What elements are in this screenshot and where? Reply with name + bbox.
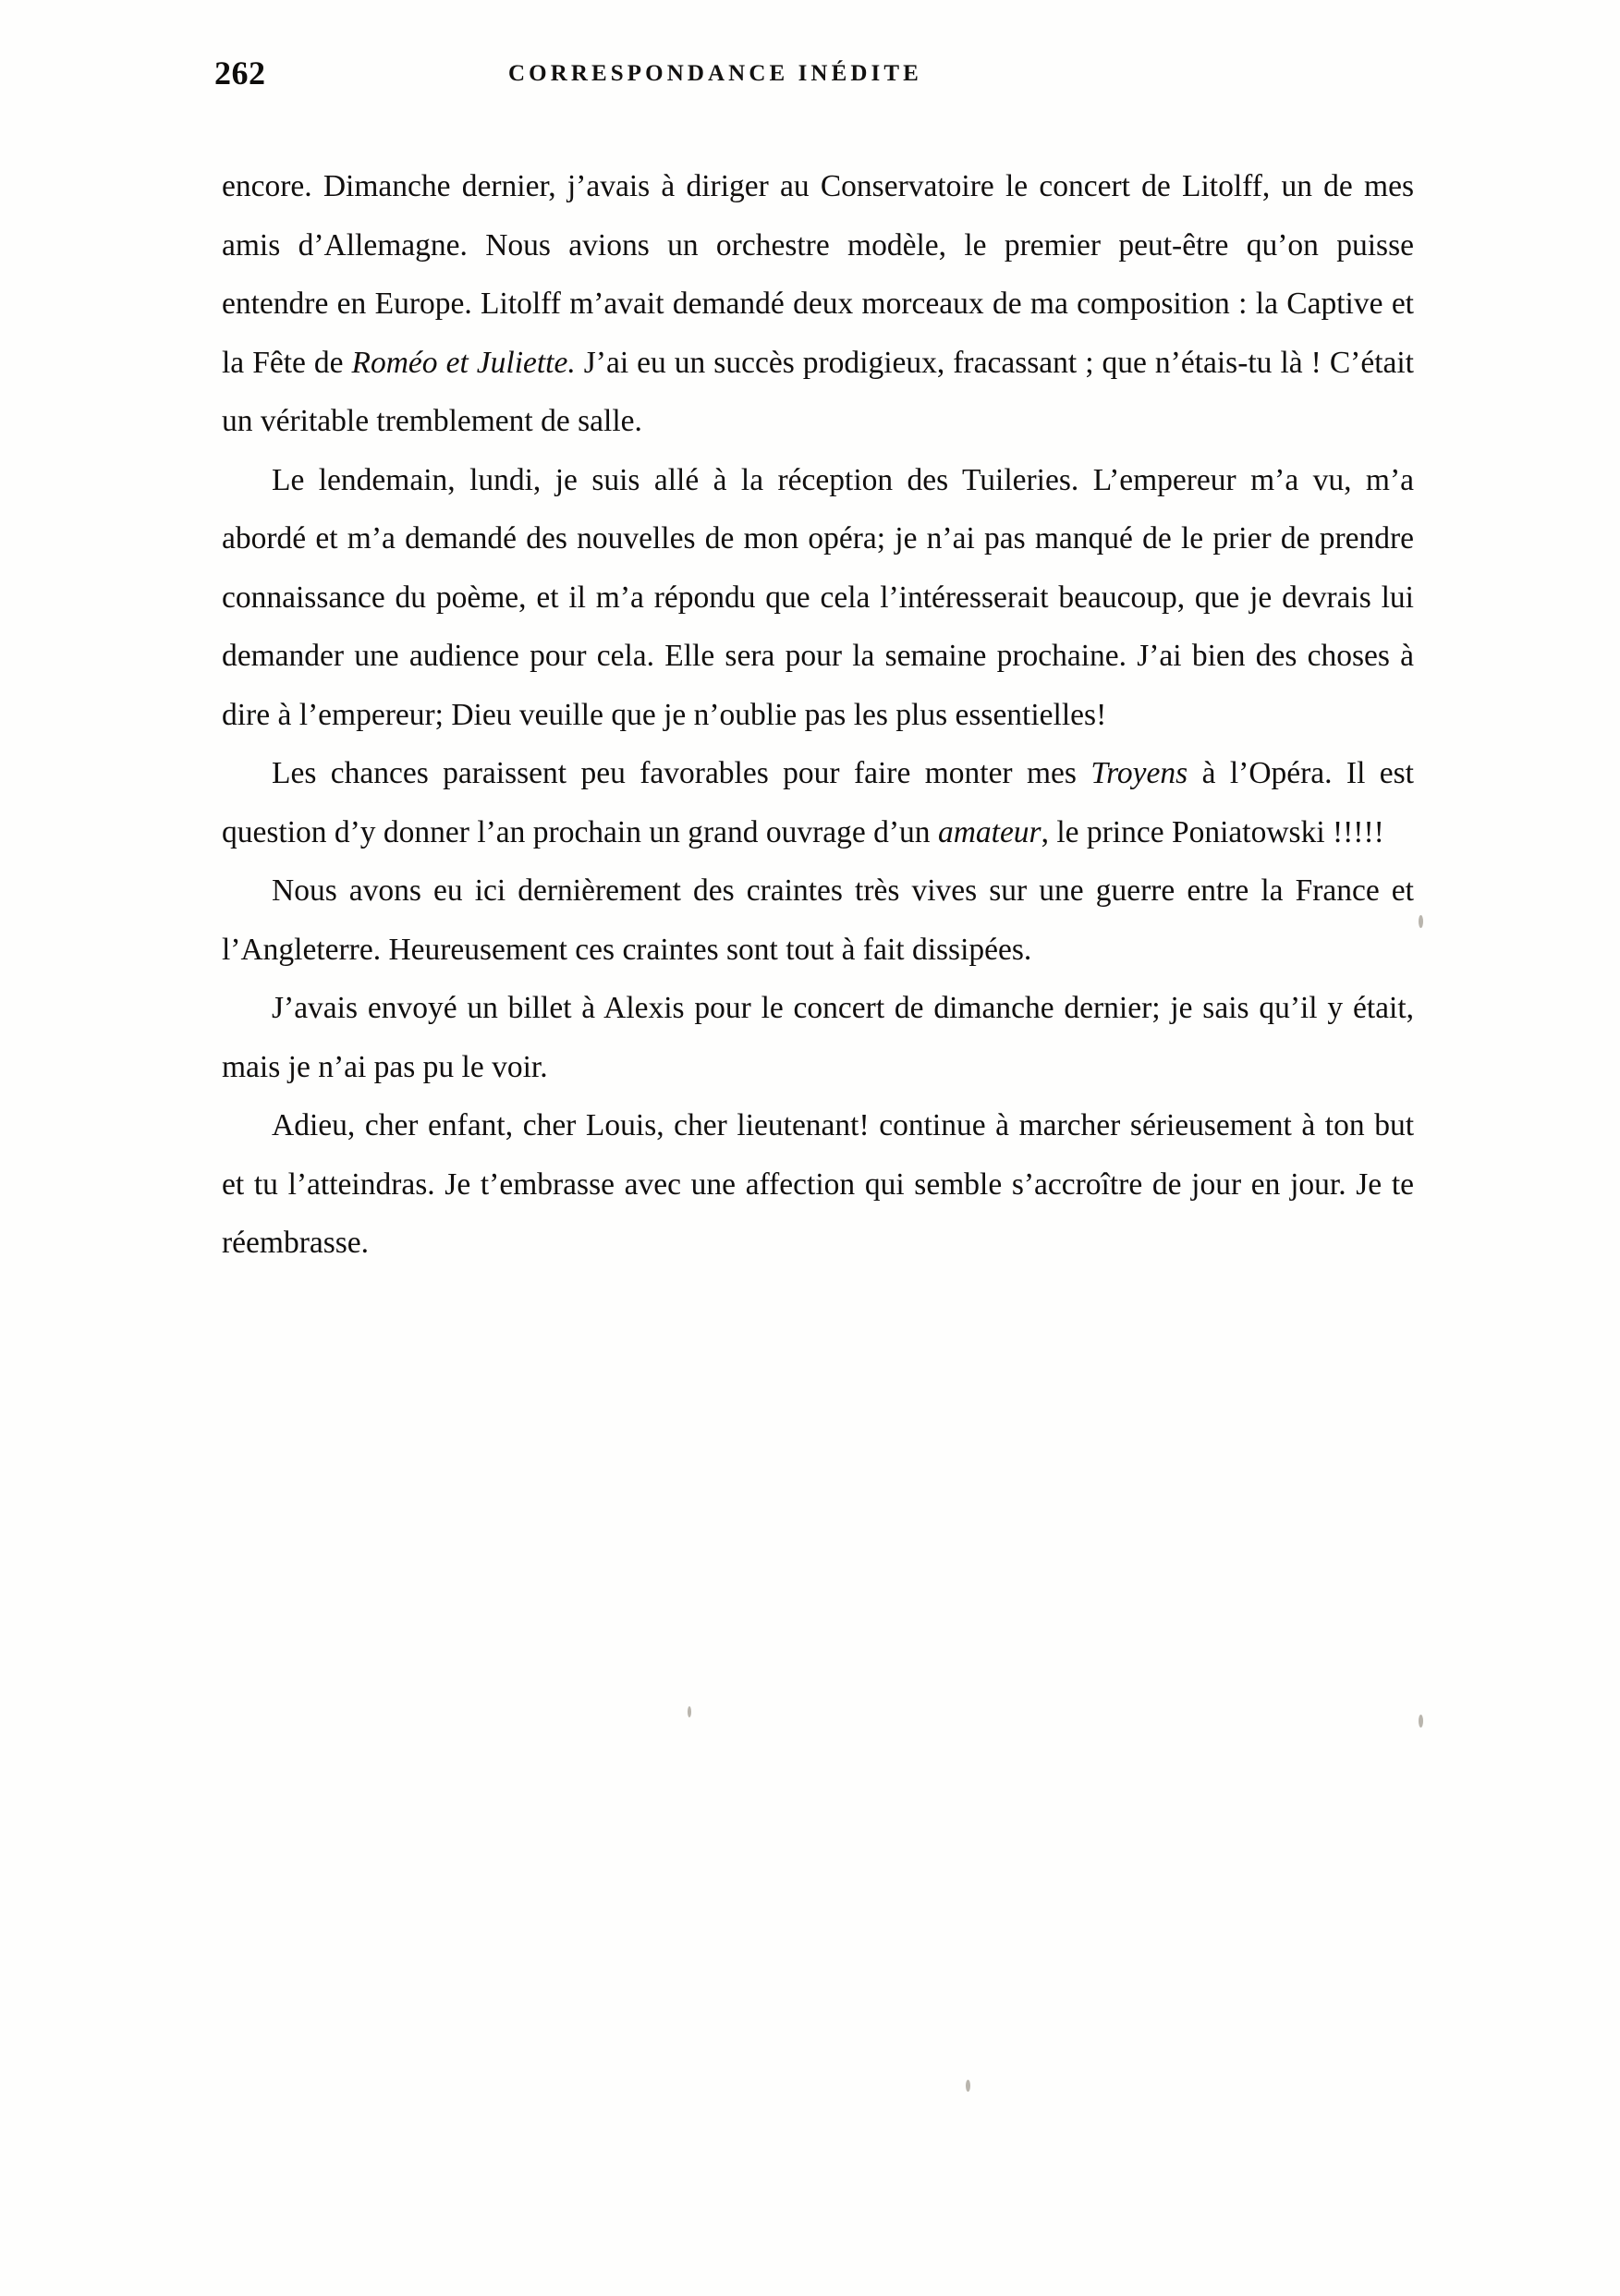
running-title: CORRESPONDANCE INÉDITE	[508, 61, 922, 86]
scan-speck	[1419, 915, 1423, 928]
paragraph: Les chances paraissent peu favorables pour faire monter mes Troyens à l’Opéra. Il est question d’y donner l’an prochain un grand ouvrage d’un amateur, le prince Poniatowski !!!!!	[222, 756, 1414, 849]
page-number: 262	[214, 55, 266, 92]
paragraph: Le lendemain, lundi, je suis allé à la réception des Tuileries. L’empereur m’a vu, m’a abordé et m’a demandé des nouvelles de mon opéra; je n’ai pas manqué de le prier de prendre connaissance du poème, et il m’a répondu que cela l’intéresserait beaucoup, que je devrais lui demander une audience pour cela. Elle sera pour la semaine prochaine. J’ai bien des choses à dire à l’empereur; Dieu veuille que je n’oublie pas les plus essentielles!	[222, 462, 1414, 732]
scan-speck	[966, 2080, 970, 2092]
paragraph: encore. Dimanche dernier, j’avais à diriger au Conservatoire le concert de Litolff, un de mes amis d’Allemagne. Nous avions un orchestre modèle, le premier peut-être qu’on puisse entendre en Europe. Litolff m’avait demandé deux morceaux de ma composition : la Captive et la Fête de Roméo et Juliette. J’ai eu un succès prodigieux, fracassant ; que n’étais-tu là ! C’était un véritable tremblement de salle.	[222, 169, 1414, 438]
scan-speck	[688, 1706, 691, 1717]
scan-speck	[1419, 1715, 1423, 1728]
paragraph: Adieu, cher enfant, cher Louis, cher lieutenant! continue à marcher sérieusement à ton but et tu l’atteindras. Je t’embrasse avec une affection qui semble s’accroître de jour en jour. Je te réembrasse.	[222, 1108, 1414, 1260]
paragraph: J’avais envoyé un billet à Alexis pour le concert de dimanche dernier; je sais qu’il y était, mais je n’ai pas pu le voir.	[222, 991, 1414, 1084]
page-header	[214, 54, 1416, 96]
page-body	[222, 157, 1414, 1273]
paragraph: Nous avons eu ici dernièrement des craintes très vives sur une guerre entre la France et l’Angleterre. Heureusement ces craintes sont tout à fait dissipées.	[222, 873, 1414, 967]
